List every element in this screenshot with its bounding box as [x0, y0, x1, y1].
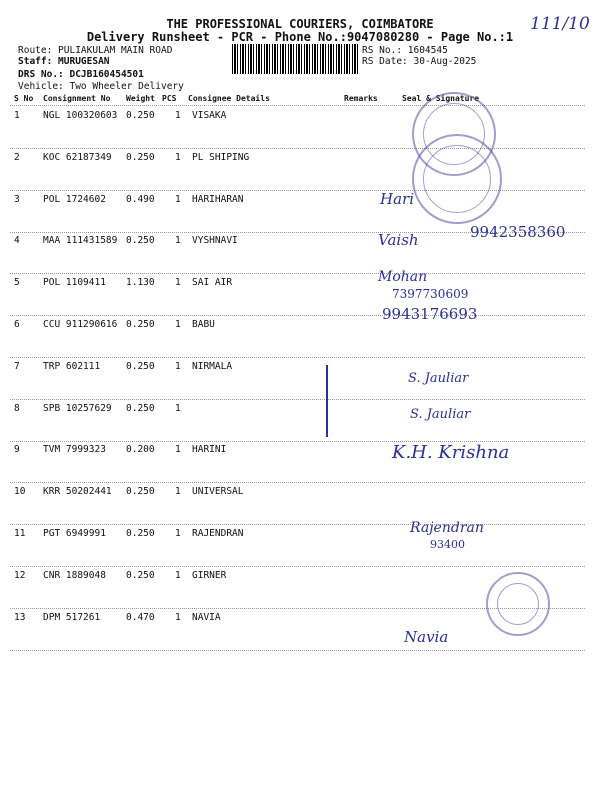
- bracket-mark: [326, 365, 331, 437]
- row-consignee: PL SHIPING: [192, 151, 250, 163]
- row-pcs: 1: [175, 360, 181, 372]
- row-weight: 0.250: [126, 402, 155, 414]
- row-consignee: VISAKA: [192, 110, 227, 121]
- row-signature: S. Jauliar: [408, 370, 469, 386]
- table-row: [0, 305, 600, 360]
- rs-number: RS No.: 1604545: [362, 45, 448, 56]
- row-weight: 1.130: [126, 277, 155, 289]
- row-sno: 1: [14, 110, 20, 121]
- seal-stamp: [412, 134, 502, 224]
- table-row: [0, 269, 600, 318]
- row-weight: 0.250: [126, 569, 155, 581]
- row-pcs: 1: [175, 402, 181, 414]
- row-sno: 6: [14, 319, 20, 330]
- row-consignment: CNR 1889048: [43, 569, 106, 581]
- col-sno: S No: [14, 94, 34, 103]
- row-pcs: 1: [175, 569, 181, 581]
- row-consignment: TRP 602111: [43, 360, 101, 372]
- row-pcs: 1: [175, 486, 181, 498]
- row-signature: S. Jauliar: [410, 406, 471, 422]
- row-pcs: 1: [175, 235, 181, 247]
- row-signature: Navia: [404, 627, 449, 646]
- row-signature: K.H. Krishna: [392, 442, 510, 464]
- row-phone: 9942358360: [470, 223, 566, 242]
- row-weight: 0.490: [126, 193, 155, 205]
- row-consignment: KOC 62187349: [43, 151, 112, 163]
- table-row: [0, 486, 600, 527]
- row-consignment: NGL 100320603: [43, 110, 118, 121]
- row-sno: 8: [14, 402, 20, 414]
- row-weight: 0.250: [126, 151, 155, 163]
- row-sno: 11: [14, 528, 26, 539]
- company-title: THE PROFESSIONAL COURIERS, COIMBATORE: [166, 17, 434, 31]
- row-consignment: POL 1724602: [43, 193, 106, 205]
- row-phone: 93400: [430, 538, 465, 551]
- row-pcs: 1: [175, 193, 181, 205]
- row-separator: [10, 399, 585, 400]
- row-consignment: DPM 517261: [43, 611, 101, 623]
- row-consignment: SPB 10257629: [43, 402, 112, 414]
- row-sno: 13: [14, 611, 26, 623]
- row-sno: 10: [14, 486, 26, 498]
- row-pcs: 1: [175, 444, 181, 456]
- row-signature: Hari: [380, 189, 414, 208]
- row-sno: 4: [14, 235, 20, 247]
- row-pcs: 1: [175, 151, 181, 163]
- table-row: [0, 152, 600, 193]
- table-row: [0, 403, 600, 444]
- staff-text: Staff: MURUGESAN: [18, 56, 110, 67]
- row-pcs: 1: [175, 277, 181, 289]
- row-consignee: GIRNER: [192, 569, 227, 581]
- row-weight: 0.250: [126, 528, 155, 539]
- row-consignment: POL 1109411: [43, 277, 106, 289]
- row-separator: [10, 524, 585, 525]
- row-consignment: PGT 6949991: [43, 528, 106, 539]
- col-remarks: Remarks: [344, 94, 378, 103]
- drs-number: DRS No.: DCJB160454501: [18, 69, 144, 80]
- row-consignment: MAA 111431589: [43, 235, 118, 247]
- row-pcs: 1: [175, 528, 181, 539]
- row-pcs: 1: [175, 110, 181, 121]
- row-signature: Rajendran: [410, 520, 484, 536]
- col-weight: Weight: [126, 94, 155, 103]
- row-weight: 0.250: [126, 319, 155, 330]
- table-row: [0, 361, 600, 402]
- row-separator: [10, 315, 585, 316]
- row-consignee: NIRMALA: [192, 360, 233, 372]
- row-separator: [10, 482, 585, 483]
- row-separator: [10, 273, 585, 274]
- row-consignee: HARINI: [192, 444, 227, 456]
- row-pcs: 1: [175, 319, 181, 330]
- row-consignee: SAI AIR: [192, 277, 233, 289]
- row-consignment: TVM 7999323: [43, 444, 106, 456]
- row-sno: 9: [14, 444, 20, 456]
- row-sno: 5: [14, 277, 20, 289]
- row-phone: 9943176693: [382, 305, 478, 323]
- row-sno: 3: [14, 193, 20, 205]
- runsheet-subtitle: Delivery Runsheet - PCR - Phone No.:9047080280 - Page No.:1: [86, 30, 514, 44]
- route-text: Route: PULIAKULAM MAIN ROAD: [18, 45, 173, 56]
- row-weight: 0.250: [126, 235, 155, 247]
- row-separator: [10, 148, 585, 149]
- col-pcs: PCS: [162, 94, 177, 103]
- row-sno: 12: [14, 569, 26, 581]
- row-weight: 0.200: [126, 444, 155, 456]
- table-row: [0, 520, 600, 569]
- row-weight: 0.250: [126, 360, 155, 372]
- row-weight: 0.250: [126, 110, 155, 121]
- row-consignment: KRR 50202441: [43, 486, 112, 498]
- row-consignee: UNIVERSAL: [192, 486, 244, 498]
- row-separator: [10, 650, 585, 651]
- table-row: [0, 444, 600, 485]
- row-consignment: CCU 911290616: [43, 319, 118, 330]
- row-weight: 0.250: [126, 486, 155, 498]
- row-pcs: 1: [175, 611, 181, 623]
- row-separator: [10, 566, 585, 567]
- row-weight: 0.470: [126, 611, 155, 623]
- row-sno: 7: [14, 360, 20, 372]
- table-row: [0, 223, 600, 276]
- page-mark: 111/10: [530, 14, 590, 34]
- row-consignee: BABU: [192, 319, 215, 330]
- col-seal: Seal & Signature: [402, 94, 480, 103]
- row-consignee: NAVIA: [192, 611, 221, 623]
- col-consignee: Consignee Details: [188, 94, 270, 103]
- row-consignee: HARIHARAN: [192, 193, 244, 205]
- row-separator: [10, 357, 585, 358]
- row-phone: 7397730609: [392, 287, 469, 302]
- row-signature: Mohan: [378, 269, 428, 286]
- seal-stamp: [486, 572, 550, 636]
- col-consignment: Consignment No: [43, 94, 111, 103]
- rs-date: RS Date: 30-Aug-2025: [362, 56, 477, 67]
- table-row: [0, 110, 600, 151]
- row-consignee: VYSHNAVI: [192, 235, 238, 247]
- vehicle-text: Vehicle: Two Wheeler Delivery: [18, 81, 184, 92]
- row-sno: 2: [14, 151, 20, 163]
- barcode-graphic: [232, 44, 360, 74]
- row-signature: Vaish: [378, 231, 419, 250]
- row-consignee: RAJENDRAN: [192, 528, 244, 539]
